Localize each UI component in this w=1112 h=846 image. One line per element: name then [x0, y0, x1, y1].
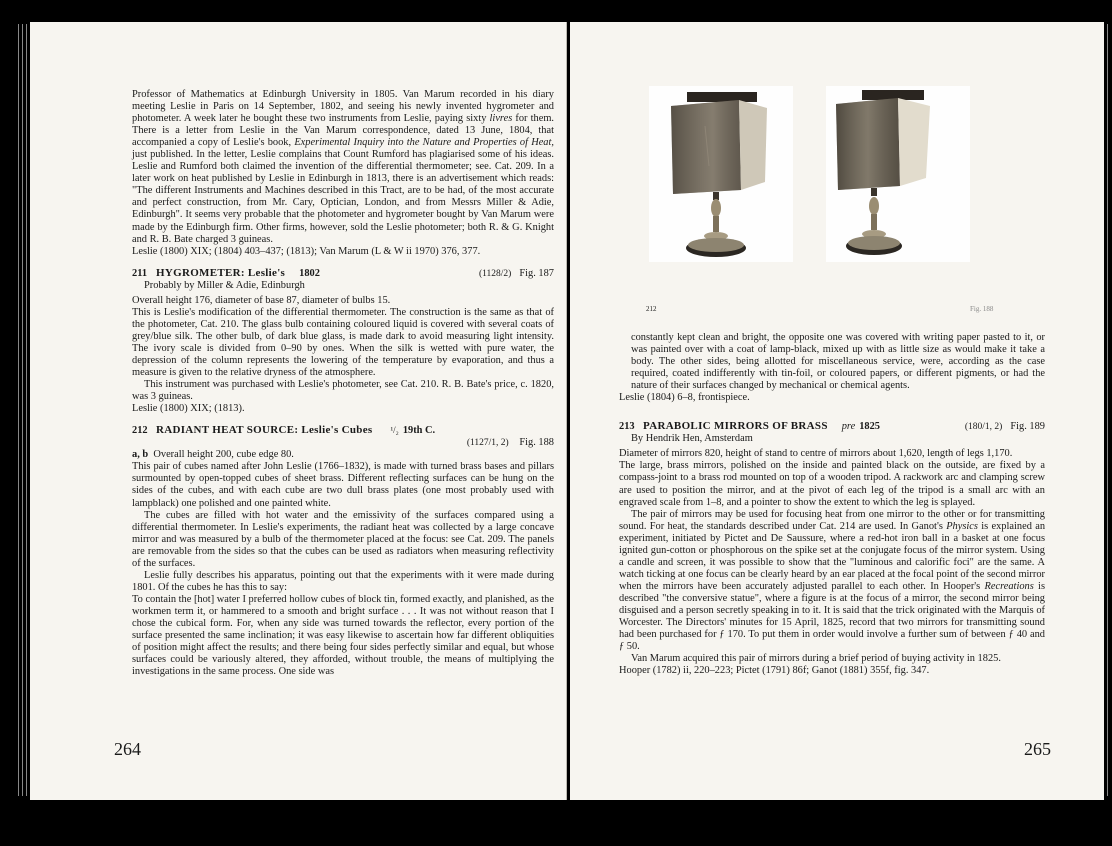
entry-dimensions: a, b Overall height 200, cube edge 80.: [132, 449, 294, 461]
cube-photo-a: [649, 86, 793, 262]
leslie-cube-illustration: [649, 86, 793, 262]
entry-paragraph: This pair of cubes named after John Leslie (1766–1832), is made with turned brass bases and pillars surmounted by open-topped cubes of sheet brass. Different reflecting surfaces can be hung on the sides of the cubes, and with each cube are two dull brass plates (one most probably used with lampblack) one polished and one painted white.: [132, 461, 554, 509]
entry-paragraph: This is Leslie's modification of the differential thermometer. The construction is the same as that of the photometer, Cat. 210. The glass bulb containing coloured liquid is covered with several coats of grey/blue silk. The other bulb, of dark blue glass, is made dark to avoid measuring light intensity. The ivory scale is divided from 0–90 by ones. When the silk is wetted with pure water, the depression of the column represents the lowering of the temperature by evaporation, and thus a measure is given to the relative dryness of the atmosphere.: [132, 306, 554, 379]
figure-ref: Fig. 187: [519, 267, 554, 279]
figure-caption: Fig. 188: [970, 305, 994, 313]
page-number: 264: [114, 739, 141, 759]
entry-reference: Leslie (1800) XIX; (1813).: [132, 403, 245, 415]
entry-dimensions: Diameter of mirrors 820, height of stand to centre of mirrors about 1,620, length of legs 1,170.: [619, 448, 1013, 460]
entry-paragraph: Leslie fully describes his apparatus, pointing out that the experiments with it were made during 1801. Of the cubes he has this to say:: [132, 569, 554, 593]
right-text-column: [619, 332, 1045, 677]
inventory-number: (1128/2): [478, 268, 512, 279]
continued-quote: constantly kept clean and bright, the opposite one was covered with writing paper pasted to it, or was painted over with a coat of lamp-black, mixed up with as little size as would make it take a body. The other sides, being allotted for miscellaneous service, were, according as the case required, coated indifferently with tin-foil, or coloured papers, or different pigments, or had the nature of their surfaces changed by mechanical or chemical agents.: [631, 332, 1045, 392]
figure-number-label: 212: [646, 305, 657, 313]
entry-maker: By Hendrik Hen, Amsterdam: [631, 433, 753, 445]
right-page: [570, 22, 1104, 800]
entry-number: 213: [619, 421, 635, 433]
left-text-column: [132, 89, 554, 678]
entry-number: 211: [132, 267, 148, 279]
entry-paragraph: Van Marum acquired this pair of mirrors during a brief period of buying activity in 1825.: [631, 653, 1001, 665]
block-quote: To contain the [hot] water I preferred hollow cubes of block tin, formed exactly, and planished, as the workmen term it, or hammered to a smooth and bright surface . . . It was not without reason that I chose the cubical form. For, when any side was turned towards the reflector, every portion of the surface presented the same inclination; it was easy likewise to ascertain how far different obliquities of position might affect the results; and there being four sides perfectly similar and equal, but whose surfaces could be variously altered, they afforded, without trouble, the means of multiplying the investigations in the same process. One side was: [132, 593, 554, 678]
entry-title: HYGROMETER: Leslie's: [156, 266, 286, 279]
entry-meta: [132, 437, 554, 449]
entry-dimensions: Overall height 176, diameter of base 87, diameter of bulbs 15.: [132, 294, 391, 306]
entry-reference: Hooper (1782) ii, 220–223; Pictet (1791) 86f; Ganot (1881) 355f, fig. 347.: [619, 665, 930, 677]
entry-213-heading: [619, 420, 1045, 433]
entry-number: 212: [132, 425, 148, 437]
date-fraction: ¹/₂: [390, 425, 399, 436]
quote-reference: Leslie (1804) 6–8, frontispiece.: [619, 392, 750, 404]
inventory-number: (1127/1, 2): [466, 438, 509, 449]
entry-paragraph: This instrument was purchased with Leslie's photometer, see Cat. 210. R. B. Bate's price, c. 1820, was 3 guineas.: [132, 379, 554, 403]
intro-reference: Leslie (1800) XIX; (1804) 403–437; (1813); Van Marum (L & W ii 1970) 376, 377.: [132, 245, 481, 257]
entry-212-heading: [132, 424, 554, 437]
left-page: [30, 22, 567, 800]
entry-date: 19th C.: [402, 425, 436, 437]
cube-photo-b: [826, 86, 970, 262]
inventory-number: (180/1, 2): [964, 422, 1003, 433]
page-number: 265: [1024, 739, 1051, 759]
intro-paragraph: Professor of Mathematics at Edinburgh University in 1805. Van Marum recorded in his diary meeting Leslie in Paris on 14 September, 1802, and seeing his newly invented hygrometer and photometer. A week later he bought these two instruments from Leslie, paying sixty livres for them. There is a letter from Leslie in the Van Marum correspondence, dated 13 June, 1804, that accompanied a copy of Leslie's book, Experimental Inquiry into the Nature and Properties of Heat, just published. In the letter, Leslie complains that Count Rumford has plagiarised some of his ideas. Leslie and Rumford both claimed the invention of the differential thermometer; see. Cat. 209. In a later work on heat published by Leslie in Edinburgh in 1813, there is an advertisement which reads: "The different Instruments and Machines described in this Tract, are to be had, of the most accurate and perfect construction, from Mr. Cary, Optician, London, and from Messrs Miller & Adie, Edinburgh". It seems very probable that the photometer and hygrometer bought by Van Marum were made by the Edinburgh firm. Other firms, however, sold the Leslie photometer; both R. & G. Knight and R. B. Bate charged 3 guineas.: [132, 89, 554, 245]
figure-ref: Fig. 188: [519, 437, 554, 449]
figure-ref: Fig. 189: [1010, 421, 1045, 433]
entry-paragraph: The pair of mirrors may be used for focusing heat from one mirror to the other or for transmitting sound. For heat, the standards described under Cat. 214 are used. In Ganot's Physics is explained an experiment, initiated by Pictet and De Saussure, where a red-hot iron ball in a basket at one focus ignited gun-cotton or phosphorous on the spike set at the conjugate focus of the mirror system. Using a candle and screen, it was possible to show that the "luminous and calorific foci" are the same. A watch ticking at one focus can be clearly heard by an ear placed at the focal point of the second mirror when the mirrors have been accurately adjusted parallel to each other. In Hooper's Recreations is described "the conversive statue", where a figure is at the focus of a mirror, the second mirror being disguised and a person secretly speaking in to it. It is said that the trick originated with the Marquis of Worcester. The Directors' minutes for 15 April, 1825, record that two mirrors for transmitting sound had been purchased for ƒ 170. To put them in order would involve a further sum of between ƒ 40 and ƒ 50.: [619, 508, 1046, 653]
entry-title: RADIANT HEAT SOURCE: Leslie's Cubes: [156, 424, 373, 437]
entry-title: PARABOLIC MIRRORS OF BRASS: [643, 420, 828, 433]
entry-paragraph: The large, brass mirrors, polished on the inside and painted black on the outside, are fixed by a compass-joint to a brass rod mounted on top of a wooden tripod. A rackwork arc and clamping screw are used to position the mirror, and at the pivot of each leg of the tripod is a small arc with an engraved scale from 1–8, and a pointer to show the extent to which the leg is splayed.: [619, 460, 1045, 508]
entry-maker: Probably by Miller & Adie, Edinburgh: [144, 279, 305, 291]
leslie-cube-illustration: [826, 86, 970, 262]
date-qualifier: pre: [841, 421, 856, 433]
entry-date: 1802: [299, 267, 320, 279]
entry-date: 1825: [859, 421, 880, 433]
entry-211-heading: [132, 267, 554, 280]
entry-paragraph: The cubes are filled with hot water and the emissivity of the surfaces compared using a differential thermometer. In Leslie's experiments, the radiant heat was collected by a large concave mirror and was measured by a bulb of the thermometer placed at the focus: see Cat. 209. The panels are removable from the sides so that the cubes can be used as radiators when measuring reflectivity of the surfaces.: [132, 509, 554, 569]
